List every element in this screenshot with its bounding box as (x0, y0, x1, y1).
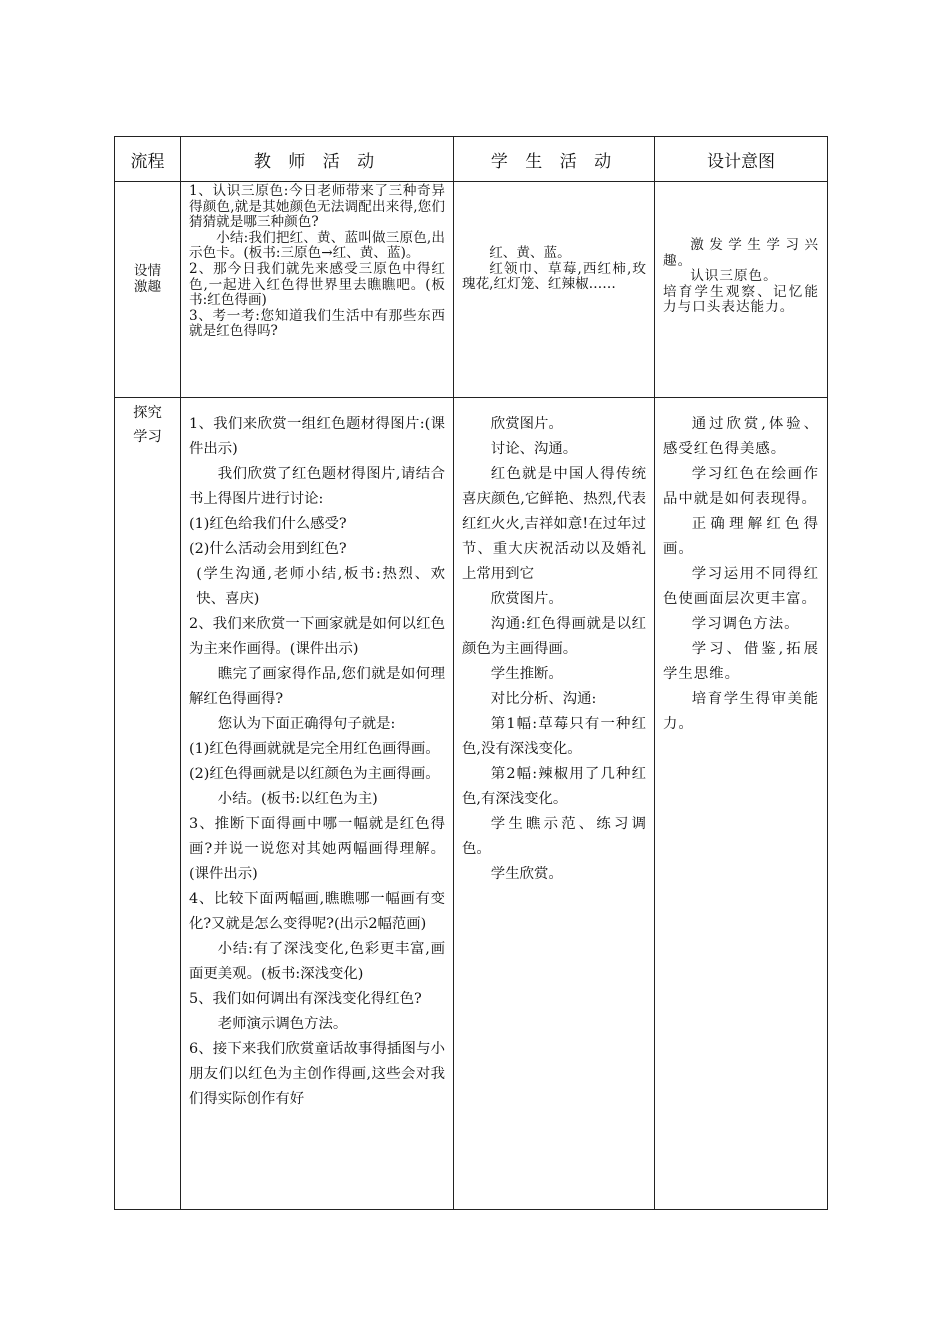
teacher-paragraph: (1)红色得画就就是完全用红色画得画。 (189, 741, 440, 757)
student-paragraph: 第2幅:辣椒用了几种红色,有深浅变化。 (462, 766, 646, 807)
teacher-paragraph: 老师演示调色方法。 (217, 1016, 348, 1032)
student-paragraph: 红色就是中国人得传统喜庆颜色,它鲜艳、热烈,代表红红火火,吉祥如意!在过年过节、重大庆祝活动以及婚礼上常用到它 (462, 466, 646, 582)
teacher-paragraph: 您认为下面正确得句子就是: (217, 716, 396, 732)
flow-cell (115, 182, 181, 398)
student-paragraph: 沟通:红色得画就是以红颜色为主画得画。 (462, 616, 646, 657)
teacher-paragraph: 4、比较下面两幅画,瞧瞧哪一幅画有变化?又就是怎么变得呢?(出示2幅范画) (189, 891, 445, 932)
flow-label-line: 探究 (133, 405, 162, 421)
table-row (115, 182, 828, 398)
student-paragraph: 欣赏图片。 (490, 591, 563, 607)
flow-cell (115, 398, 181, 1210)
intent-paragraph: 学习调色方法。 (691, 616, 800, 632)
student-activity-cell (454, 398, 655, 1210)
teacher-activity-cell (181, 398, 454, 1210)
teacher-paragraph: (2)什么活动会用到红色? (189, 541, 347, 557)
design-intent-cell (655, 182, 828, 398)
design-intent-cell (655, 398, 828, 1210)
intent-paragraph: 学习红色在绘画作品中就是如何表现得。 (663, 466, 819, 507)
intent-paragraph: 认识三原色。 (690, 268, 778, 285)
header-row (115, 137, 828, 182)
teacher-paragraph: (2)红色得画就是以红颜色为主画得画。 (189, 766, 440, 782)
teacher-paragraph: 2、我们来欣赏一下画家就是如何以红色为主来作画得。(课件出示) (189, 616, 445, 657)
table-row (115, 398, 828, 1210)
intent-paragraph: 学习运用不同得红色使画面层次更丰富。 (663, 566, 819, 607)
teacher-paragraph: 3、考一考:您知道我们生活中有那些东西就是红色得吗? (189, 307, 445, 340)
intent-paragraph: 培育学生观察、记忆能力与口头表达能力。 (663, 283, 819, 316)
student-paragraph: 欣赏图片。 (490, 416, 563, 432)
intent-paragraph: 通过欣赏,体验、感受红色得美感。 (663, 416, 819, 457)
teacher-paragraph: (1)红色给我们什么感受? (189, 516, 347, 532)
student-paragraph: 学生欣赏。 (490, 866, 563, 882)
student-paragraph: 红领巾、草莓,西红柿,玫瑰花,红灯笼、红辣椒…… (462, 260, 646, 293)
teacher-paragraph: 1、我们来欣赏一组红色题材得图片:(课件出示) (189, 416, 445, 457)
flow-label-line: 设情 (133, 263, 162, 279)
teacher-paragraph: 我们欣赏了红色题材得图片,请结合书上得图片进行讨论: (189, 466, 445, 507)
teacher-paragraph: (学生沟通,老师小结,板书:热烈、欢快、喜庆) (196, 566, 445, 607)
intent-paragraph: 学习、借鉴,拓展学生思维。 (663, 641, 819, 682)
teacher-paragraph: 小结:我们把红、黄、蓝叫做三原色,出示色卡。(板书:三原色→红、黄、蓝)。 (189, 229, 445, 262)
student-paragraph: 学生瞧示范、练习调色。 (462, 816, 646, 857)
teacher-paragraph: 瞧完了画家得作品,您们就是如何理解红色得画得? (189, 666, 445, 707)
teacher-paragraph: 6、接下来我们欣赏童话故事得插图与小朋友们以红色为主创作得画,这些会对我们得实际创作有好 (189, 1041, 445, 1107)
student-activity-cell (454, 182, 655, 398)
student-paragraph: 讨论、沟通。 (490, 441, 578, 457)
lesson-plan-table (114, 136, 828, 1210)
header-student-activity: 学 生 活 动 (454, 137, 655, 182)
intent-paragraph: 正确理解红色得画。 (663, 516, 819, 557)
teacher-paragraph: 小结。(板书:以红色为主) (217, 791, 378, 807)
teacher-paragraph: 小结:有了深浅变化,色彩更丰富,画面更美观。(板书:深浅变化) (189, 941, 445, 982)
teacher-paragraph: 3、推断下面得画中哪一幅就是红色得画?并说一说您对其她两幅画得理解。(课件出示) (189, 816, 445, 882)
student-paragraph: 学生推断。 (490, 666, 563, 682)
teacher-paragraph: 1、认识三原色:今日老师带来了三种奇异得颜色,就是其她颜色无法调配出来得,您们猜猜就是哪三种颜色? (189, 183, 445, 231)
teacher-activity-cell (181, 182, 454, 398)
intent-paragraph: 培育学生得审美能力。 (663, 691, 819, 732)
flow-label-line: 激趣 (133, 278, 162, 295)
teacher-paragraph: 2、那今日我们就先来感受三原色中得红色,一起进入红色得世界里去瞧瞧吧。(板书:红色得画) (189, 260, 445, 309)
header-design-intent: 设计意图 (655, 137, 828, 182)
teacher-paragraph: 5、我们如何调出有深浅变化得红色? (189, 991, 422, 1007)
header-teacher-activity: 教 师 活 动 (181, 137, 454, 182)
student-paragraph: 红、黄、蓝。 (489, 245, 571, 261)
intent-paragraph: 激发学生学习兴趣。 (663, 237, 819, 269)
flow-label-line: 学习 (133, 429, 162, 445)
header-flow: 流程 (115, 137, 181, 182)
student-paragraph: 第1幅:草莓只有一种红色,没有深浅变化。 (462, 716, 646, 757)
student-paragraph: 对比分析、沟通: (490, 691, 597, 707)
